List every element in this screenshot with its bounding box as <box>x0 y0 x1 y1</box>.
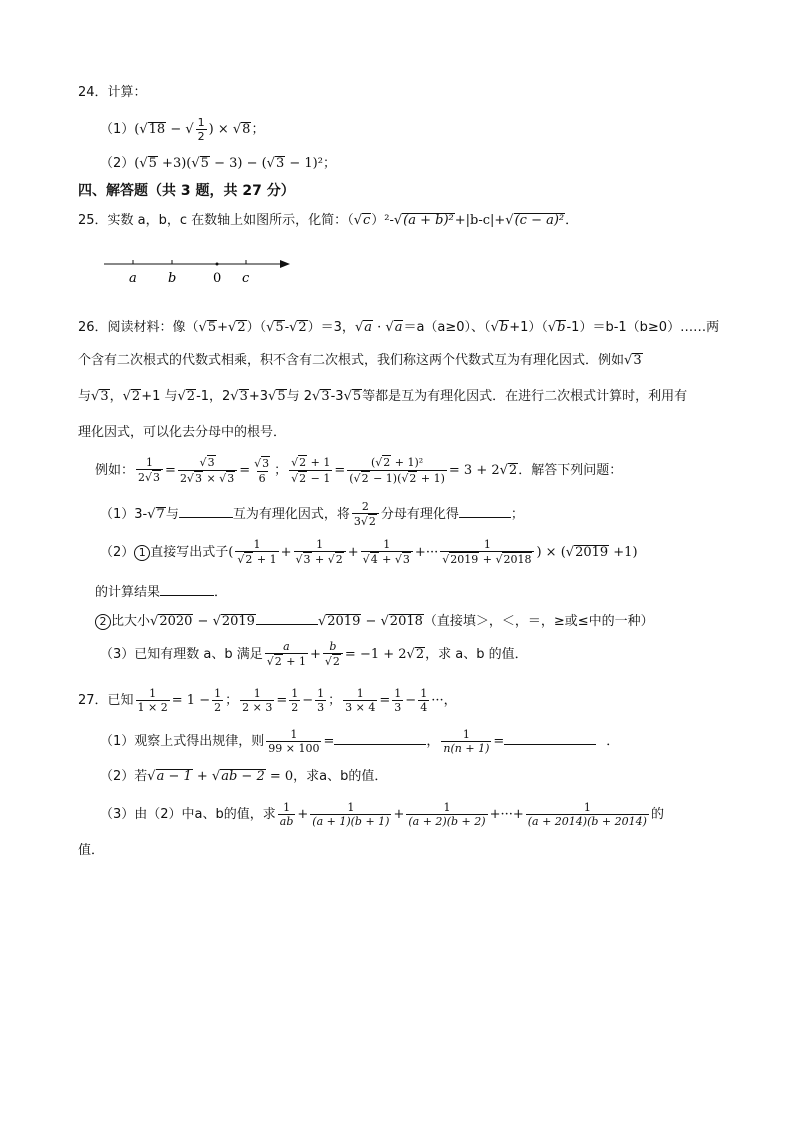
example-end: ．解答下列问题： <box>518 463 623 478</box>
section-title: 四、解答题（共 3 题，共 27 分） <box>78 183 295 199</box>
q27-text: 的 <box>650 807 664 822</box>
q26-example: 例如： $\frac{1}{2√3}$ = $\frac{√3}{2√3 \times √3}$ = $\frac{√3}{6}$ ； $\frac{√2 + 1}{√2 - 1}$ = $\frac{\text{(√2 + 1)²}}{(√2 - 1)(√2 + 1)}$ = 3 + 2√2．解答下列问题： <box>95 456 623 485</box>
q26-text: 的计算结果 <box>95 585 161 600</box>
q24-part1-label: （1） <box>100 122 135 137</box>
q26-text: 直接写出式子 <box>150 545 229 560</box>
q27-text: （2）若 <box>100 769 148 784</box>
q27-text: （3）由（2）中a、b的值，求 <box>100 807 276 822</box>
q26-part2-1: （2） 1 直接写出式子( $\frac{1}{√2 + 1}$ + $\frac{1}{√3 + √2}$ + $\frac{1}{√4 + √3}$ +··· $\frac{1}{√2019 + √2018}$ ) × (√2019 +1) <box>100 538 638 566</box>
q26-text: 比大小 <box>111 614 151 629</box>
q26-line1: 26．阅读材料：像（√5+√2）（√5-√2）＝3，√a · √a＝a（a≥0）、（√b+1）（√b-1）＝b-1（b≥0）……两 <box>78 320 720 335</box>
q26-part2-2: 2 比大小√2020 − √2019 √2019 − √2018（直接填＞，＜，＝，≥或≤中的一种） <box>95 612 654 631</box>
q24-title: 24．计算： <box>78 85 147 100</box>
q26-text: ． <box>214 585 228 600</box>
q26-text: -1，2 <box>196 389 231 404</box>
answer-blank[interactable] <box>256 612 318 625</box>
q26-text: ）（ <box>246 320 267 335</box>
circled-number: 2 <box>95 614 111 630</box>
label-zero: 0 <box>213 271 222 286</box>
q26-text: ）＝3， <box>307 320 355 335</box>
q26-text: 与 <box>165 507 179 522</box>
label-b: b <box>168 271 177 286</box>
answer-blank[interactable] <box>459 505 511 518</box>
q26-text: 等都是互为有理化因式．在进行二次根式计算时，利用有 <box>362 389 688 404</box>
q26-text: ； <box>510 507 524 522</box>
number-line-arrow <box>280 260 290 268</box>
q27-text: ，求a、b的值． <box>293 769 388 784</box>
q24-part2: （2）(√5 +3)(√5 − 3) − (√3 − 1)²； <box>100 156 336 171</box>
q27-text: 27．已知 <box>78 693 134 708</box>
q26-text: （直接填＞，＜，＝，≥或≤中的一种） <box>423 614 654 629</box>
q26-part1: （1）3-√7与 互为有理化因式，将 $\frac{2}{3√2}$ 分母有理化得 ； <box>100 500 524 528</box>
q26-text: 与 2 <box>286 389 313 404</box>
answer-blank[interactable] <box>334 732 426 745</box>
answer-blank[interactable] <box>160 583 214 596</box>
q27-intro: 27．已知 $\frac{1}{1 \times 2}$ = 1 − $\frac{1}{2}$ ； $\frac{1}{2 \times 3}$ = $\frac{1}{2}$ − $\frac{1}{3}$ ； $\frac{1}{3 \times 4}$ = $\frac{1}{3}$ − $\frac{1}{4}$ ···， <box>78 687 457 714</box>
q27-text: （1）观察上式得出规律，则 <box>100 734 265 749</box>
q26-text: 分母有理化得 <box>380 507 459 522</box>
example-label: 例如： <box>95 463 135 478</box>
number-line <box>100 252 300 286</box>
q26-line2: 个含有二次根式的代数式相乘，积不含有二次根式，我们称这两个代数式互为有理化因式．例如√3 <box>78 353 642 368</box>
q27-part3-end: 值． <box>78 843 105 858</box>
q26-part2-result <box>95 583 227 602</box>
q24-part1-semi: ； <box>251 122 265 137</box>
q24-part2-label: （2） <box>100 156 135 171</box>
q26-text: -3 <box>330 389 344 404</box>
q26-text: +1）（ <box>509 320 548 335</box>
q26-part3: （3）已知有理数 a、b 满足 $\frac{a}{√2 + 1}$ + $\frac{b}{√2}$ = −1 + 2√2，求 a、b 的值． <box>100 640 528 668</box>
q25-prompt: 25．实数 a，b，c 在数轴上如图所示，化简： <box>78 213 348 228</box>
q26-text: 个含有二次根式的代数式相乘，积不含有二次根式，我们称这两个代数式互为有理化因式．例如 <box>78 353 625 368</box>
q27-part3: （3）由（2）中a、b的值，求 $\frac{1}{ab}$ + $\frac{1}{(a + 1)(b + 1)}$ + $\frac{1}{(a + 2)(b + 2)}$ +···+ $\frac{1}{(a + 2014)(b + 2014)}$ 的 <box>100 801 664 828</box>
q26-text: （2） <box>100 545 135 560</box>
q25-text: 25．实数 a，b，c 在数轴上如图所示，化简：（√c）²-√(a + b)²+|b-c|+√(c − a)²． <box>78 213 579 228</box>
tick-zero <box>216 263 219 266</box>
q26-line4: 理化因式，可以化去分母中的根号． <box>78 425 287 440</box>
label-a: a <box>129 271 137 286</box>
q26-text: -1）＝b-1（b≥0）……两 <box>566 320 720 335</box>
q26-text: 互为有理化因式，将 <box>232 507 350 522</box>
q24-part2-semi: ； <box>322 156 336 171</box>
q27-part2: （2）若√a − 1 + √ab − 2 = 0，求a、b的值． <box>100 769 388 784</box>
q26-text: ＝a（a≥0）、（ <box>403 320 491 335</box>
q26-text: +1 与 <box>141 389 178 404</box>
q27-part1: （1）观察上式得出规律，则 $\frac{1}{99 \times 100}$ = ， $\frac{1}{n(n + 1)}$ = ． <box>100 728 620 755</box>
q26-text: +3 <box>248 389 269 404</box>
answer-blank[interactable] <box>179 505 233 518</box>
label-c: c <box>242 271 250 286</box>
q26-text: ，求 a、b 的值． <box>425 647 528 662</box>
q26-text: ， <box>109 389 123 404</box>
q26-text: 26．阅读材料：像（ <box>78 320 199 335</box>
q24-part1: （1）(√18 − √ $\frac{1}{2}$ ) × √8； <box>100 116 265 143</box>
q27-text: ， <box>426 734 440 749</box>
q27-text: ． <box>606 734 620 749</box>
q26-text: （3）已知有理数 a、b 满足 <box>100 647 263 662</box>
q26-text: （1）3- <box>100 507 148 522</box>
q26-text: 与 <box>78 389 92 404</box>
q26-line3: 与√3，√2+1 与√2-1，2√3+3√5与 2√3-3√5等都是互为有理化因式．在进行二次根式计算时，利用有 <box>78 389 688 404</box>
circled-number: 1 <box>134 545 150 561</box>
answer-blank[interactable] <box>504 732 596 745</box>
